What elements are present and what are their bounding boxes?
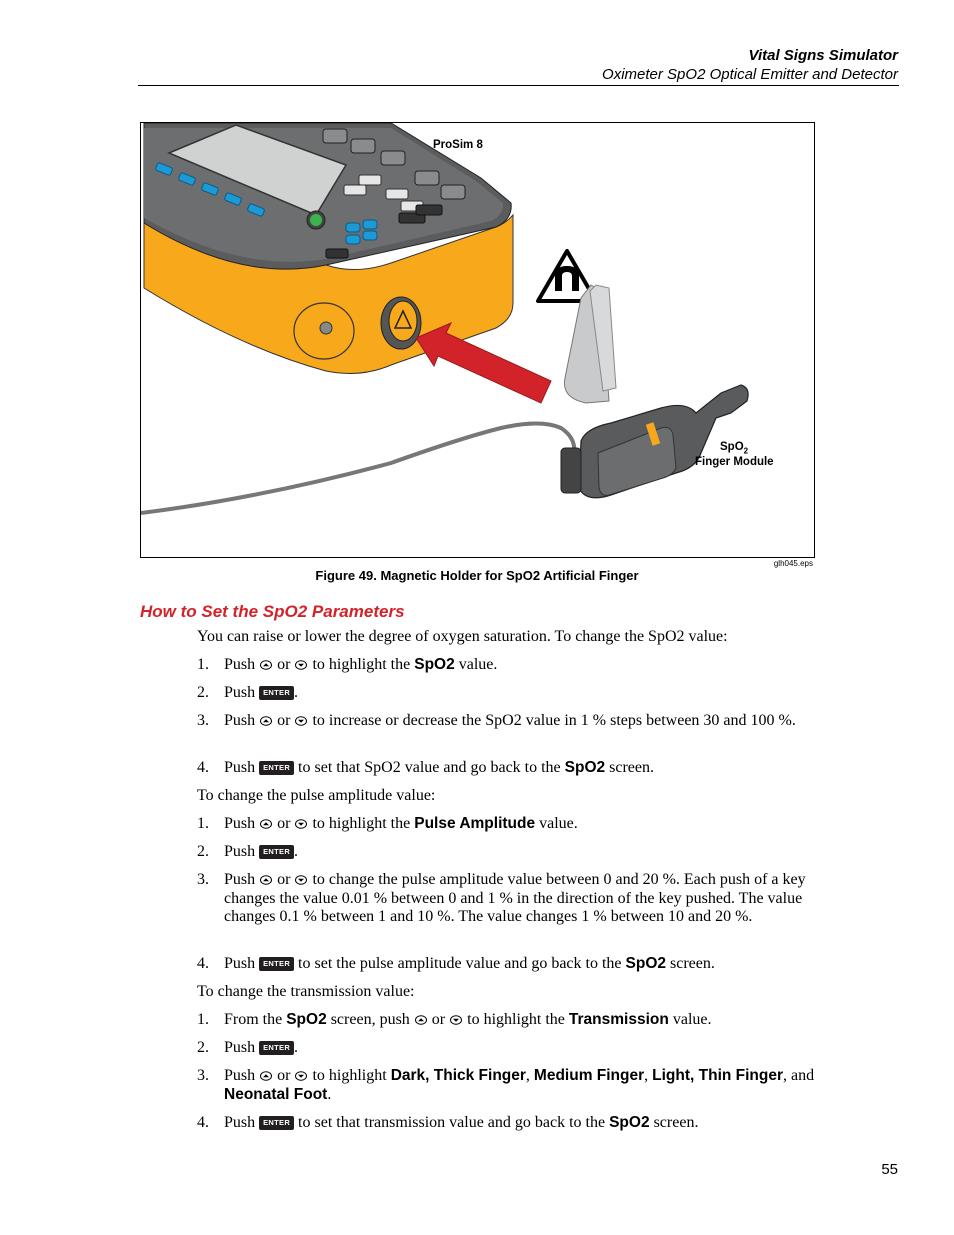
figure-file-id: glh045.eps — [773, 559, 813, 568]
section-heading: How to Set the SpO2 Parameters — [140, 602, 405, 621]
enter-key-icon: ENTER — [259, 845, 294, 859]
enter-key-icon: ENTER — [259, 761, 294, 775]
enter-key-icon: ENTER — [259, 686, 294, 700]
figure-label-finger-module: Finger Module — [695, 456, 774, 468]
down-arrow-key-icon — [295, 819, 307, 829]
intro-pulse: To change the pulse amplitude value: — [197, 787, 436, 804]
prosim-illustration — [141, 123, 814, 557]
intro-transmission: To change the transmission value: — [197, 983, 415, 1000]
page-number: 55 — [881, 1161, 898, 1178]
figure-label-prosim: ProSim 8 — [433, 139, 483, 151]
down-arrow-key-icon — [295, 1071, 307, 1081]
enter-key-icon: ENTER — [259, 957, 294, 971]
up-arrow-key-icon — [260, 1071, 272, 1081]
figure-caption: Figure 49. Magnetic Holder for SpO2 Artificial Finger — [315, 568, 639, 583]
up-arrow-key-icon — [260, 875, 272, 885]
down-arrow-key-icon — [450, 1015, 462, 1025]
intro-spo2: You can raise or lower the degree of oxygen saturation. To change the SpO2 value: — [197, 628, 728, 645]
down-arrow-key-icon — [295, 716, 307, 726]
figure-label-spo2: SpO$_2$ — [720, 441, 749, 456]
header-rule — [138, 85, 899, 86]
up-arrow-key-icon — [415, 1015, 427, 1025]
up-arrow-key-icon — [260, 819, 272, 829]
up-arrow-key-icon — [260, 716, 272, 726]
down-arrow-key-icon — [295, 660, 307, 670]
down-arrow-key-icon — [295, 875, 307, 885]
figure-box — [140, 122, 815, 558]
running-header-title: Vital Signs Simulator — [748, 47, 898, 64]
up-arrow-key-icon — [260, 660, 272, 670]
running-header-subtitle: Oximeter SpO2 Optical Emitter and Detector — [602, 66, 898, 83]
enter-key-icon: ENTER — [259, 1116, 294, 1130]
enter-key-icon: ENTER — [259, 1041, 294, 1055]
